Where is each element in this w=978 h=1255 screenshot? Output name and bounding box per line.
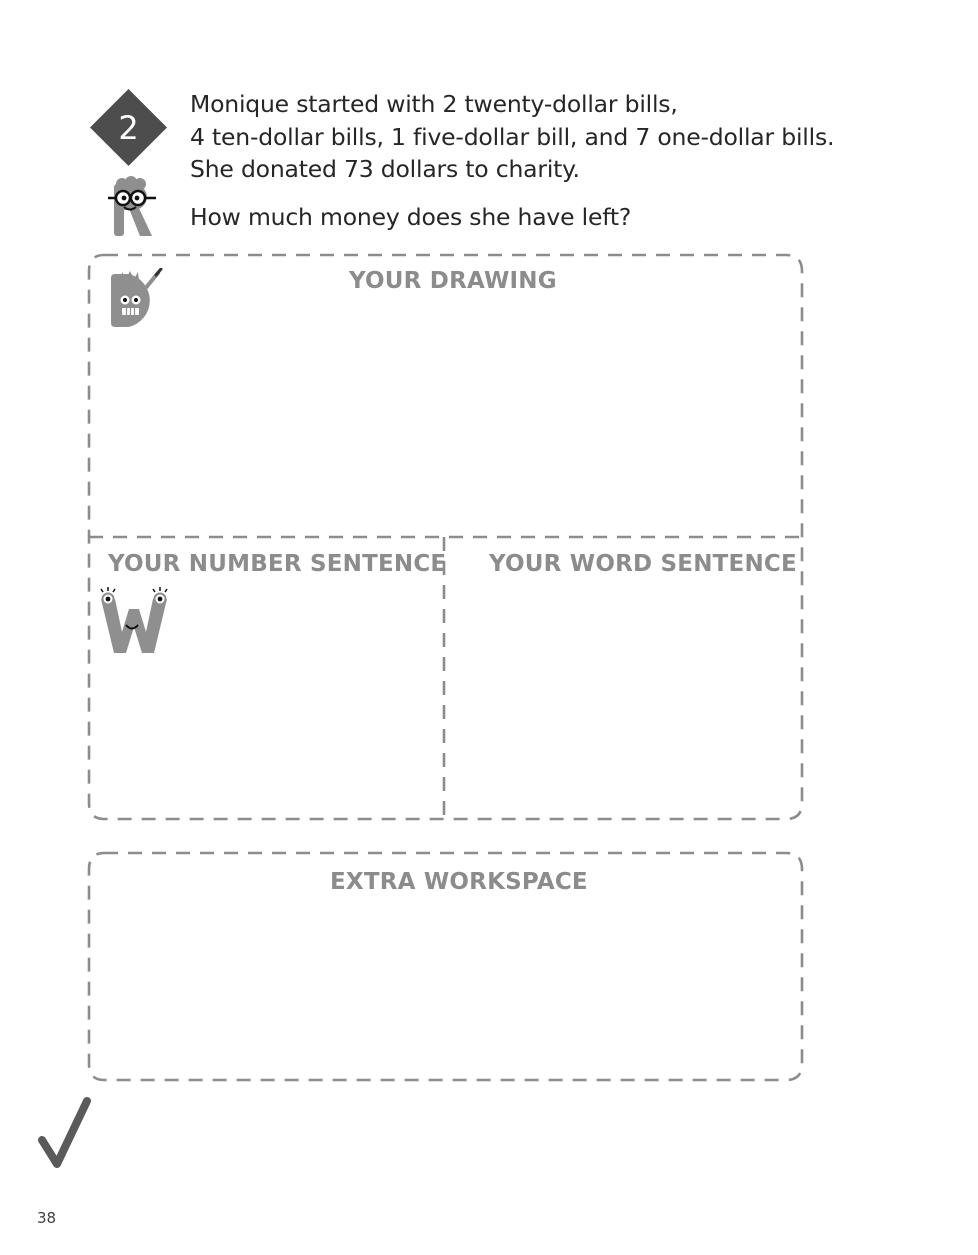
extra-workspace-label: EXTRA WORKSPACE bbox=[330, 869, 588, 895]
problem-line: Monique started with 2 twenty-dollar bills, bbox=[190, 90, 678, 118]
problem-number-badge bbox=[90, 89, 167, 166]
problem-number: 2 bbox=[118, 108, 139, 147]
letter-r-character-icon bbox=[106, 176, 158, 238]
word-sentence-label: YOUR WORD SENTENCE bbox=[489, 551, 797, 577]
problem-line: 4 ten-dollar bills, 1 five-dollar bill, and 7 one-dollar bills. bbox=[190, 122, 835, 151]
letter-w-character-icon bbox=[98, 587, 170, 657]
drawing-label: YOUR DRAWING bbox=[349, 268, 557, 294]
letter-d-character-icon bbox=[108, 268, 164, 330]
page-number: 38 bbox=[37, 1209, 57, 1227]
number-sentence-label: YOUR NUMBER SENTENCE bbox=[108, 551, 447, 577]
problem-line: She donated 73 dollars to charity. bbox=[190, 155, 580, 183]
problem-statement bbox=[190, 88, 870, 186]
checkmark-icon bbox=[38, 1096, 92, 1168]
main-workspace-border bbox=[89, 255, 802, 819]
problem-question: How much money does she have left? bbox=[190, 203, 632, 231]
